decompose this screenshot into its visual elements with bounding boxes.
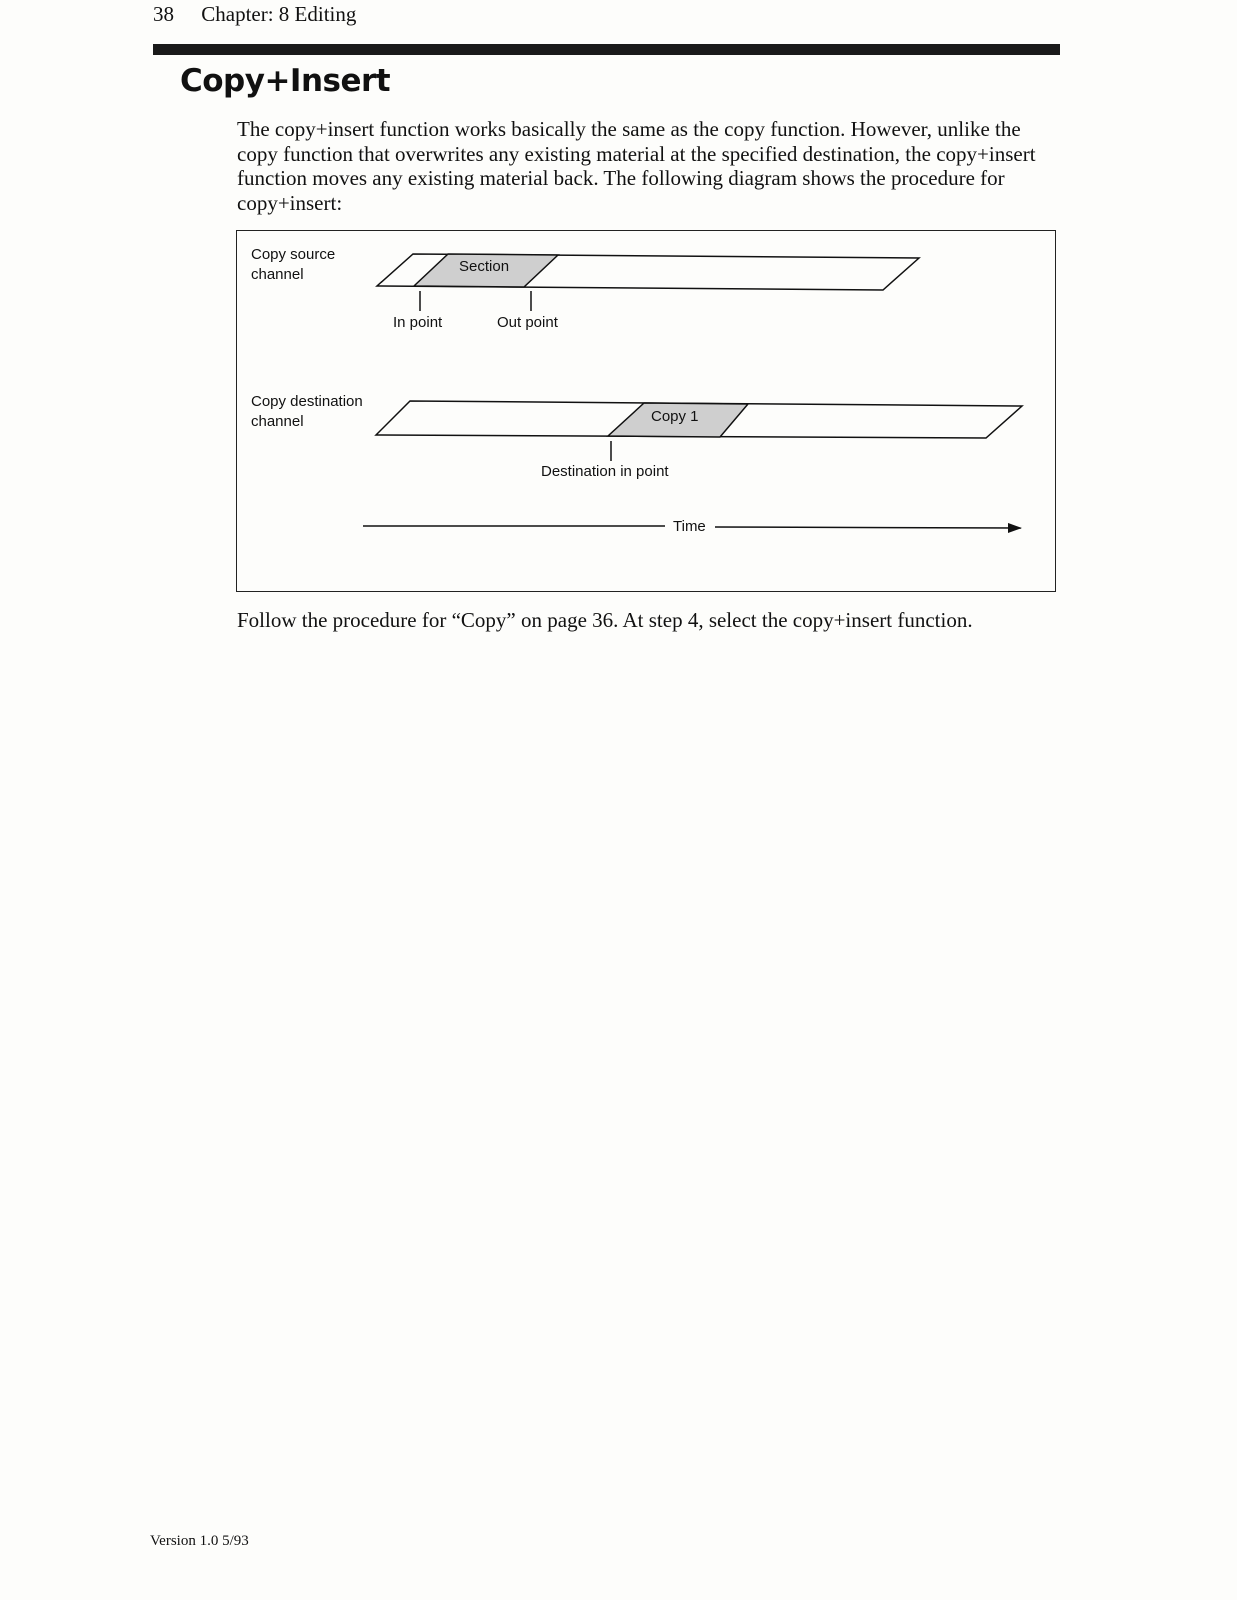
destination-channel-label-line2: channel xyxy=(251,413,304,430)
header-rule xyxy=(153,44,1060,55)
out-point-label: Out point xyxy=(497,314,558,331)
source-channel-label-line1: Copy source xyxy=(251,246,336,263)
chapter-title: Chapter: 8 Editing xyxy=(201,2,357,26)
in-point-label: In point xyxy=(393,314,443,331)
copy-insert-diagram xyxy=(236,230,1056,592)
destination-channel-label-line1: Copy destination xyxy=(251,393,363,410)
section-title: Copy+Insert xyxy=(180,63,391,99)
source-channel-label xyxy=(251,245,335,285)
source-channel-label-line2: channel xyxy=(251,266,304,283)
version-footer: Version 1.0 5/93 xyxy=(150,1533,249,1549)
time-axis-arrow xyxy=(715,527,1021,528)
running-header xyxy=(153,2,356,27)
page-number: 38 xyxy=(153,2,174,26)
time-label: Time xyxy=(673,518,706,535)
follow-paragraph: Follow the procedure for “Copy” on page 36. At step 4, select the copy+insert function. xyxy=(237,608,973,632)
destination-channel-label xyxy=(251,392,363,432)
section-label: Section xyxy=(459,258,510,275)
intro-paragraph: The copy+insert function works basically the same as the copy function. However, unlike the copy function that overwrites any existing material at the specified destination, the copy+insert function moves any existing material back. The following diagram shows the procedure for copy+insert: xyxy=(237,117,1036,215)
copy-label: Copy 1 xyxy=(651,408,699,425)
destination-in-point-label: Destination in point xyxy=(541,463,669,480)
